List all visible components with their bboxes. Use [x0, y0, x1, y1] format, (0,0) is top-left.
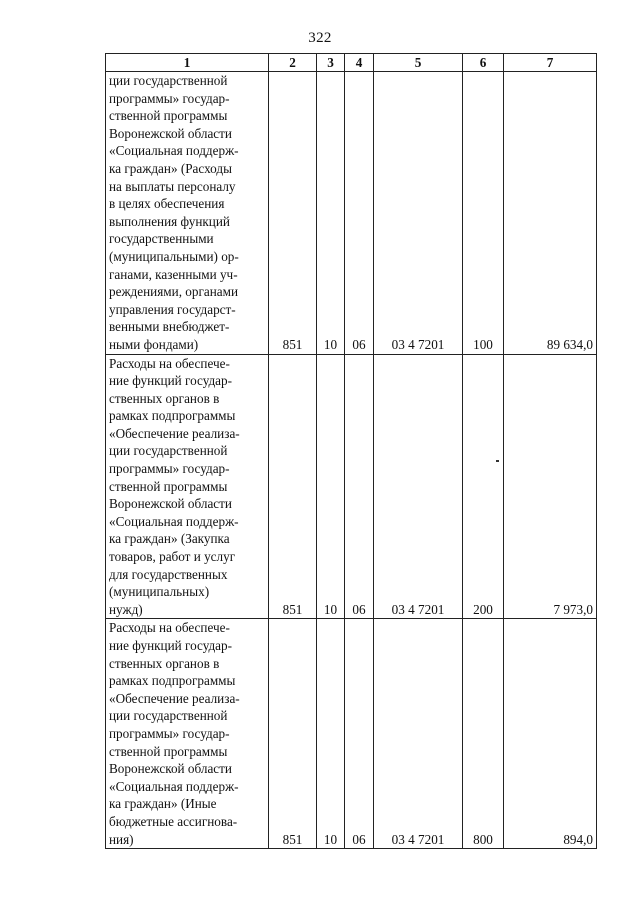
- row-csr-code: 03 4 7201: [374, 619, 463, 849]
- row-amount: 89 634,0: [504, 72, 597, 355]
- table-row: [106, 619, 597, 849]
- row-rz-code: 10: [317, 619, 345, 849]
- col-header-6: 6: [463, 54, 504, 72]
- row-description: ции государственной программы» государ- ственной программы Воронежской области «Социальная поддерж- ка граждан» (Расходы на выплаты персоналу в целях обеспечения выполнения функций государственными (муниципальными) ор- ганами, казенными уч- реждениями, органами управления государст- венными внебюджет- ными фондами): [106, 72, 269, 355]
- col-header-5: 5: [374, 54, 463, 72]
- scan-speck: [496, 460, 499, 462]
- table-row: [106, 354, 597, 619]
- row-description: Расходы на обеспече- ние функций государ- ственных органов в рамках подпрограммы «Обеспечение реализа- ции государственной программы» государ- ственной программы Воронежской области «Социальная поддерж- ка граждан» (Иные бюджетные ассигнова- ния): [106, 619, 269, 849]
- budget-table: [105, 53, 597, 849]
- col-header-1: 1: [106, 54, 269, 72]
- col-header-4: 4: [345, 54, 374, 72]
- row-gr-code: 851: [269, 72, 317, 355]
- page-number: 322: [308, 30, 332, 46]
- row-csr-code: 03 4 7201: [374, 354, 463, 619]
- header-row: [106, 54, 597, 72]
- row-description: Расходы на обеспече- ние функций государ- ственных органов в рамках подпрограммы «Обеспечение реализа- ции государственной программы» государ- ственной программы Воронежской области «Социальная поддерж- ка граждан» (Закупка товаров, работ и услуг для государственных (муниципальных) нужд): [106, 354, 269, 619]
- row-rz-code: 10: [317, 354, 345, 619]
- row-pr-code: 06: [345, 354, 374, 619]
- col-header-2: 2: [269, 54, 317, 72]
- row-csr-code: 03 4 7201: [374, 72, 463, 355]
- col-header-7: 7: [504, 54, 597, 72]
- row-vr-code: 200: [463, 354, 504, 619]
- row-amount: 7 973,0: [504, 354, 597, 619]
- table-row: [106, 72, 597, 355]
- row-gr-code: 851: [269, 354, 317, 619]
- row-pr-code: 06: [345, 619, 374, 849]
- row-amount: 894,0: [504, 619, 597, 849]
- col-header-3: 3: [317, 54, 345, 72]
- row-vr-code: 100: [463, 72, 504, 355]
- row-rz-code: 10: [317, 72, 345, 355]
- row-pr-code: 06: [345, 72, 374, 355]
- row-gr-code: 851: [269, 619, 317, 849]
- row-vr-code: 800: [463, 619, 504, 849]
